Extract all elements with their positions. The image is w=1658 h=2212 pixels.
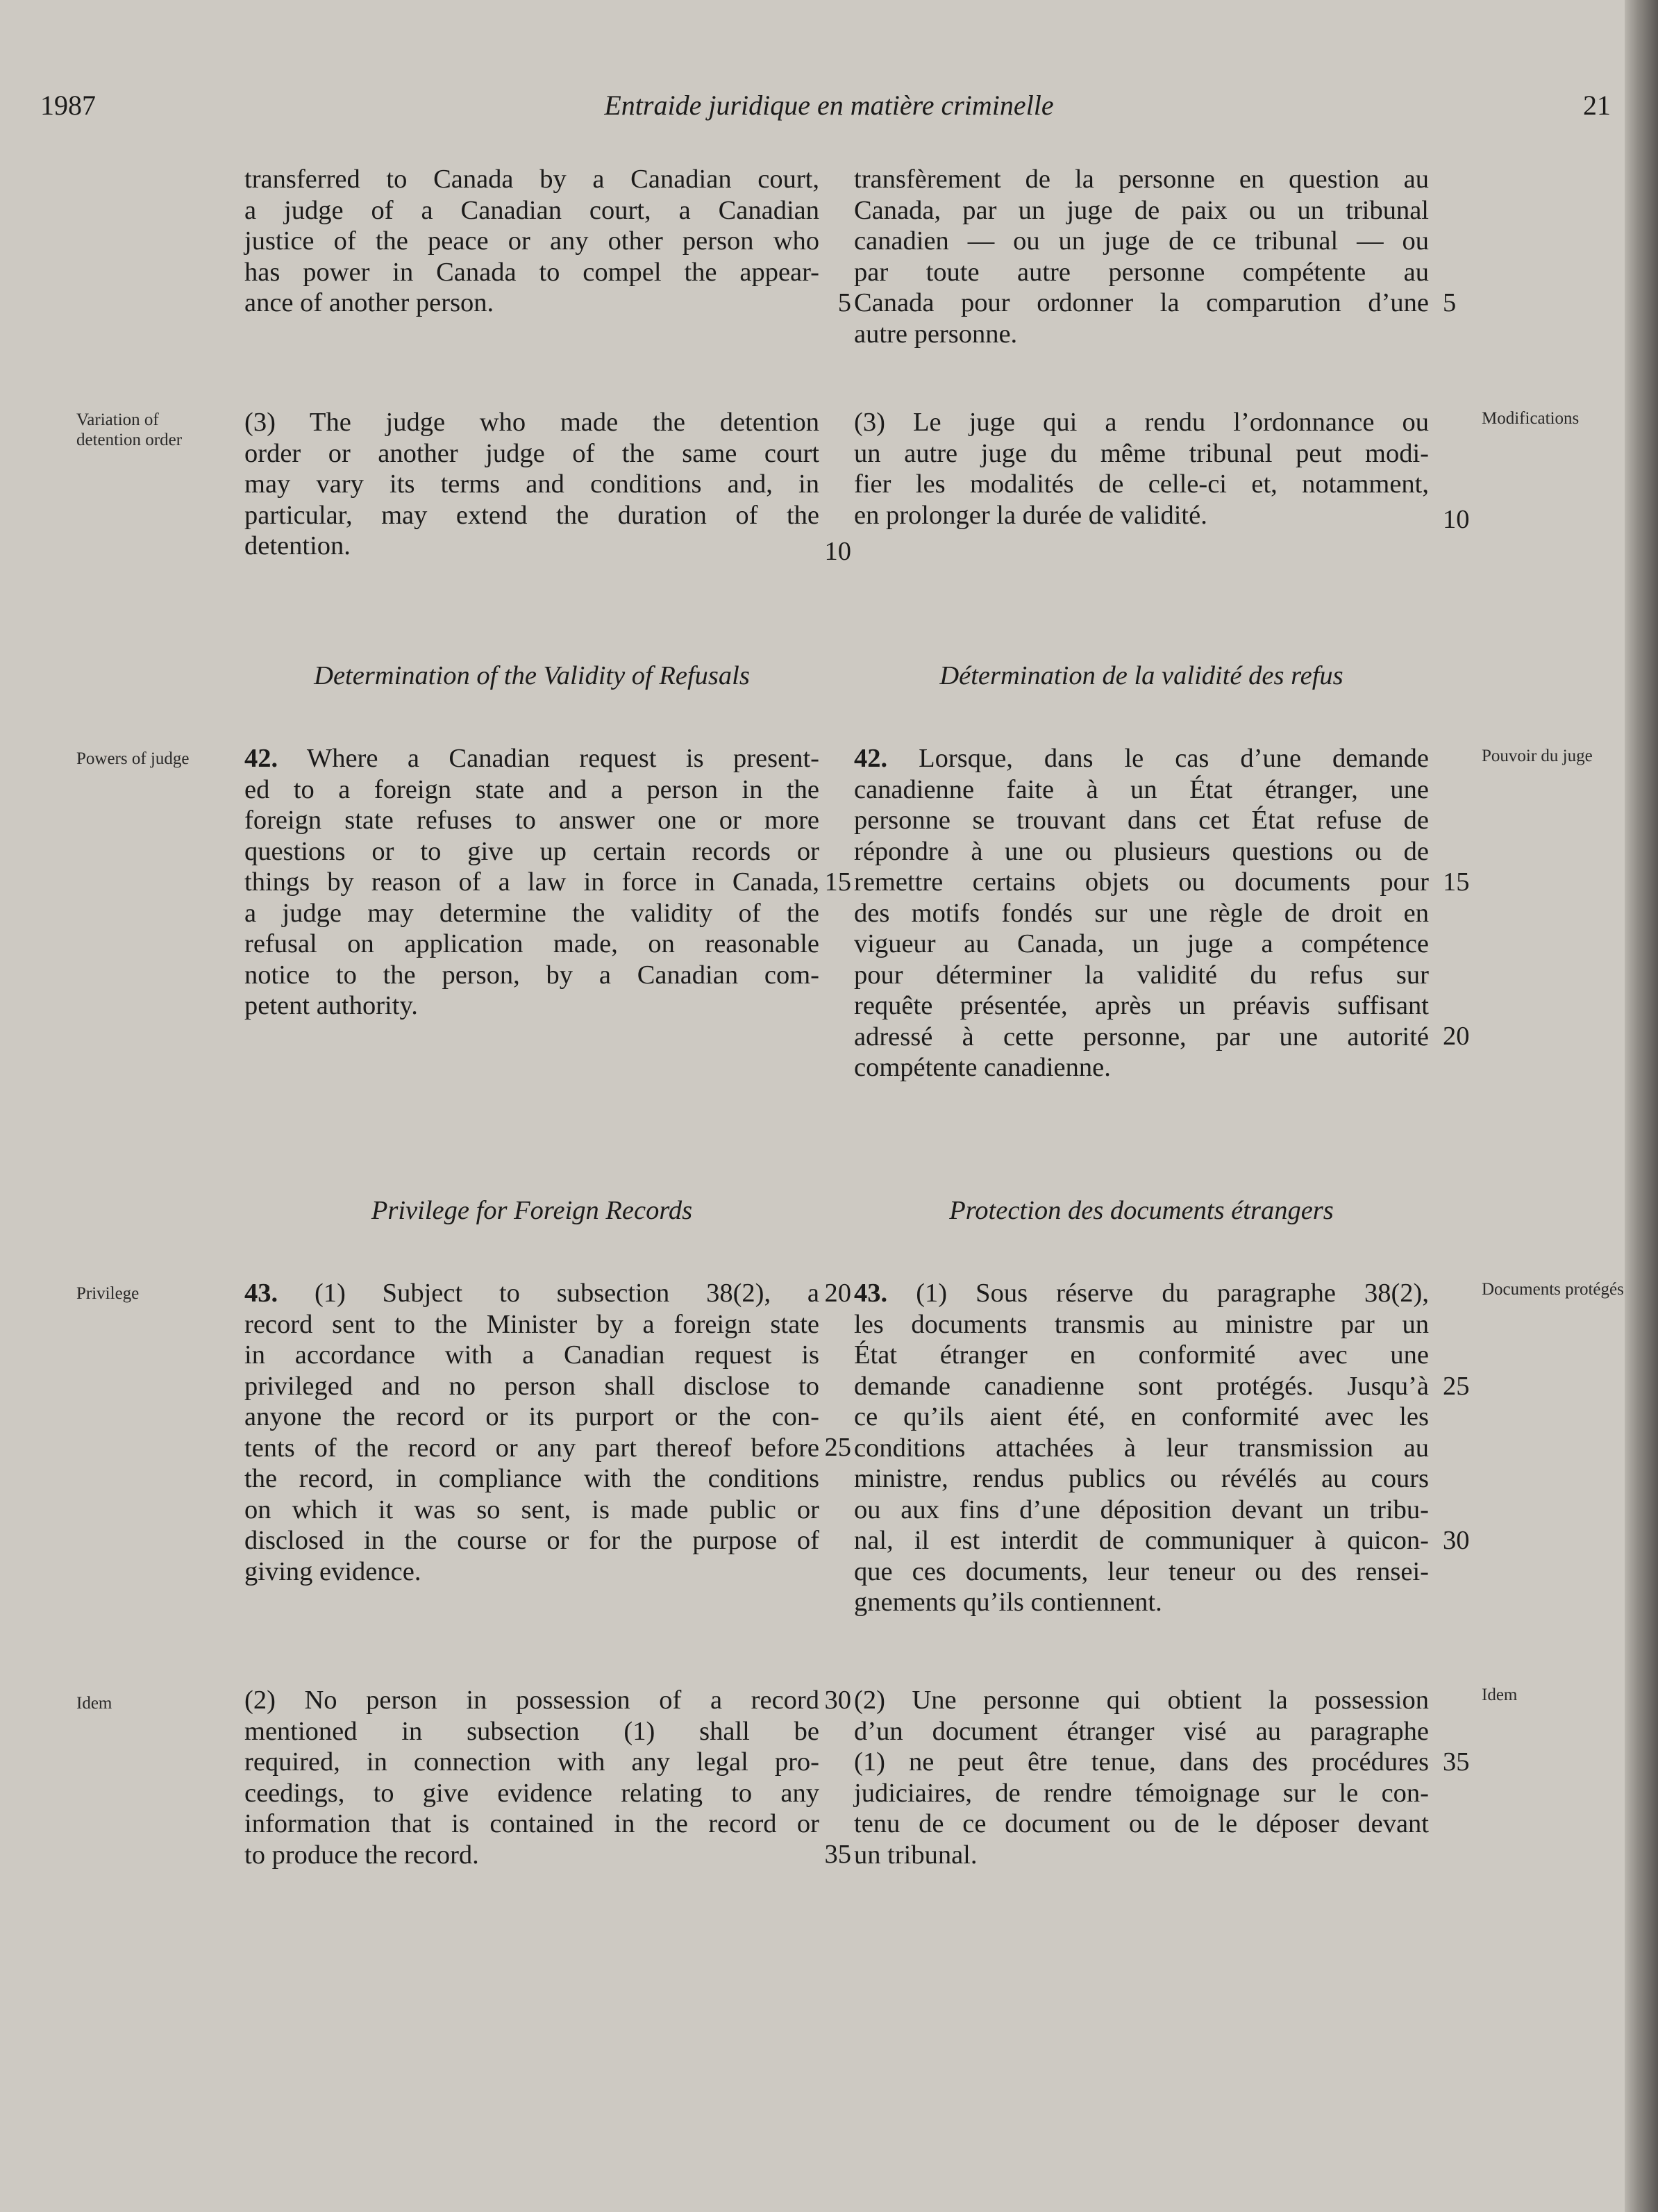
text-line: petent authority.	[244, 991, 418, 1020]
text-run: Lorsque, dans le cas d’une demande	[887, 744, 1429, 773]
section-heading-en: Determination of the Validity of Refusals	[314, 661, 750, 690]
line-number: 15	[824, 867, 851, 897]
line-number: 20	[824, 1279, 851, 1308]
text-line: foreign state refuses to answer one or more	[244, 806, 819, 835]
text-line: notice to the person, by a Canadian com-	[244, 960, 819, 990]
section-number: 42.	[244, 744, 278, 773]
text-line: ed to a foreign state and a person in the	[244, 774, 819, 804]
text-line: vigueur au Canada, un juge a compétence	[854, 929, 1429, 958]
text-line: autre personne.	[854, 319, 1018, 349]
text-line: things by reason of a law in force in Canada,	[244, 867, 819, 897]
block2-en-paragraph	[244, 407, 819, 562]
margin-note-powers: Powers of judge	[76, 749, 190, 768]
text-line: (3) Le juge qui a rendu l’ordonnance ou	[854, 408, 1429, 437]
section-heading-fr: Détermination de la validité des refus	[939, 661, 1343, 690]
text-line: detention.	[244, 531, 351, 560]
block2-fr-paragraph	[854, 407, 1429, 531]
margin-note-documents-proteges: Documents protégés	[1482, 1280, 1624, 1299]
line-number: 5	[1443, 288, 1457, 317]
text-line: répondre à une ou plusieurs questions ou de	[854, 836, 1429, 866]
text-line: ce qu’ils aient été, en conformité avec les	[854, 1402, 1429, 1431]
text-line: (3) The judge who made the detention	[244, 408, 819, 437]
block3-en-paragraph	[244, 743, 819, 1022]
text-line: remettre certains objets ou documents pour	[854, 867, 1429, 897]
page-edge-shadow	[1625, 0, 1658, 2212]
text-line: adressé à cette personne, par une autorité	[854, 1022, 1429, 1051]
text-line: demande canadienne sont protégés. Jusqu’à	[854, 1371, 1429, 1401]
header-title: Entraide juridique en matière criminelle	[604, 90, 1054, 121]
margin-note-privilege: Privilege	[76, 1284, 140, 1303]
text-line: ance of another person.	[244, 288, 494, 317]
text-line: disclosed in the course or for the purpose of	[244, 1526, 819, 1555]
text-line: privileged and no person shall disclose to	[244, 1371, 819, 1401]
text-run: Where a Canadian request is present-	[278, 744, 819, 773]
block5-en-paragraph	[244, 1685, 819, 1870]
text-line: refusal on application made, on reasonable	[244, 929, 819, 958]
text-line: particular, may extend the duration of the	[244, 500, 819, 530]
text-line	[854, 1278, 1429, 1309]
line-number: 30	[824, 1686, 851, 1715]
text-line: requête présentée, après un préavis suffisant	[854, 991, 1429, 1020]
margin-note-modifications: Modifications	[1482, 409, 1580, 428]
text-line: Canada pour ordonner la comparution d’une	[854, 288, 1429, 317]
text-line: tenu de ce document ou de le déposer devant	[854, 1809, 1429, 1838]
text-line: the record, in compliance with the conditions	[244, 1464, 819, 1493]
text-line: gnements qu’ils contiennent.	[854, 1588, 1162, 1617]
text-line: on which it was so sent, is made public or	[244, 1495, 819, 1524]
text-line: les documents transmis au ministre par un	[854, 1309, 1429, 1339]
text-line: des motifs fondés sur une règle de droit en	[854, 898, 1429, 928]
line-number: 35	[1443, 1747, 1470, 1777]
text-line: information that is contained in the record or	[244, 1809, 819, 1838]
text-line: par toute autre personne compétente au	[854, 257, 1429, 287]
text-line: compétente canadienne.	[854, 1053, 1111, 1082]
block4-en-paragraph	[244, 1278, 819, 1587]
line-number: 25	[1443, 1372, 1470, 1401]
text-line	[244, 743, 819, 774]
text-line: personne se trouvant dans cet État refuse de	[854, 806, 1429, 835]
text-line: (2) Une personne qui obtient la possession	[854, 1686, 1429, 1715]
line-number: 35	[824, 1840, 851, 1869]
margin-note-variation: Variation of detention order	[76, 410, 183, 449]
text-line: required, in connection with any legal pro-	[244, 1747, 819, 1777]
text-line: ceedings, to give evidence relating to any	[244, 1778, 819, 1808]
text-line	[854, 743, 1429, 774]
block4-fr-paragraph	[854, 1278, 1429, 1618]
page-number: 21	[1583, 90, 1611, 121]
text-line: a judge of a Canadian court, a Canadian	[244, 195, 819, 225]
text-line: anyone the record or its purport or the con-	[244, 1402, 819, 1431]
section-heading-fr: Protection des documents étrangers	[949, 1196, 1334, 1225]
text-line: fier les modalités de celle-ci et, notamment,	[854, 469, 1429, 499]
header-year: 1987	[40, 90, 96, 121]
text-line: Canada, par un juge de paix ou un tribunal	[854, 195, 1429, 225]
text-line: ou aux fins d’une déposition devant un tribu-	[854, 1495, 1429, 1524]
section-number: 43.	[244, 1279, 278, 1308]
text-line: order or another judge of the same court	[244, 438, 819, 468]
text-line: un autre juge du même tribunal peut modi-	[854, 438, 1429, 468]
block1-en-paragraph	[244, 164, 819, 319]
text-run: (1) Sous réserve du paragraphe 38(2),	[887, 1279, 1429, 1308]
text-line: justice of the peace or any other person who	[244, 226, 819, 256]
text-line: may vary its terms and conditions and, in	[244, 469, 819, 499]
text-line	[244, 1278, 819, 1309]
text-line: d’un document étranger visé au paragraphe	[854, 1716, 1429, 1746]
text-line: giving evidence.	[244, 1556, 421, 1586]
margin-note-idem: Idem	[76, 1694, 112, 1713]
text-line: conditions attachées à leur transmission au	[854, 1433, 1429, 1463]
text-line: en prolonger la durée de validité.	[854, 500, 1207, 530]
text-line: judiciaires, de rendre témoignage sur le con-	[854, 1778, 1429, 1808]
text-line: mentioned in subsection (1) shall be	[244, 1716, 819, 1746]
text-line: ministre, rendus publics ou révélés au cours	[854, 1464, 1429, 1493]
line-number: 30	[1443, 1526, 1470, 1555]
line-number: 10	[824, 537, 851, 566]
text-line: tents of the record or any part thereof before	[244, 1433, 819, 1463]
text-run: (1) Subject to subsection 38(2), a	[278, 1279, 819, 1308]
text-line: nal, il est interdit de communiquer à quicon-	[854, 1526, 1429, 1555]
margin-note-idem-fr: Idem	[1482, 1686, 1518, 1704]
section-heading-en: Privilege for Foreign Records	[371, 1196, 693, 1225]
text-line: canadienne faite à un État étranger, une	[854, 774, 1429, 804]
block1-fr-paragraph	[854, 164, 1429, 349]
line-number: 25	[824, 1433, 851, 1462]
text-line: questions or to give up certain records or	[244, 836, 819, 866]
text-line: in accordance with a Canadian request is	[244, 1340, 819, 1370]
text-line: record sent to the Minister by a foreign state	[244, 1309, 819, 1339]
line-number: 5	[837, 288, 851, 317]
text-line: has power in Canada to compel the appear-	[244, 257, 819, 287]
text-line: (1) ne peut être tenue, dans des procédures	[854, 1747, 1429, 1777]
text-line: to produce the record.	[244, 1840, 479, 1870]
line-number: 15	[1443, 867, 1470, 897]
text-line: pour déterminer la validité du refus sur	[854, 960, 1429, 990]
section-number: 42.	[854, 744, 888, 773]
text-line: transferred to Canada by a Canadian court,	[244, 165, 819, 194]
text-line: a judge may determine the validity of the	[244, 898, 819, 928]
text-line: un tribunal.	[854, 1840, 978, 1870]
line-number: 10	[1443, 505, 1470, 534]
text-line: État étranger en conformité avec une	[854, 1340, 1429, 1370]
section-number: 43.	[854, 1279, 888, 1308]
text-line: (2) No person in possession of a record	[244, 1686, 819, 1715]
text-line: transfèrement de la personne en question au	[854, 165, 1429, 194]
text-line: canadien — ou un juge de ce tribunal — ou	[854, 226, 1429, 256]
line-number: 20	[1443, 1022, 1470, 1051]
block5-fr-paragraph	[854, 1685, 1429, 1870]
text-line: que ces documents, leur teneur ou des rensei-	[854, 1556, 1429, 1586]
block3-fr-paragraph	[854, 743, 1429, 1083]
margin-note-pouvoir: Pouvoir du juge	[1482, 747, 1593, 765]
